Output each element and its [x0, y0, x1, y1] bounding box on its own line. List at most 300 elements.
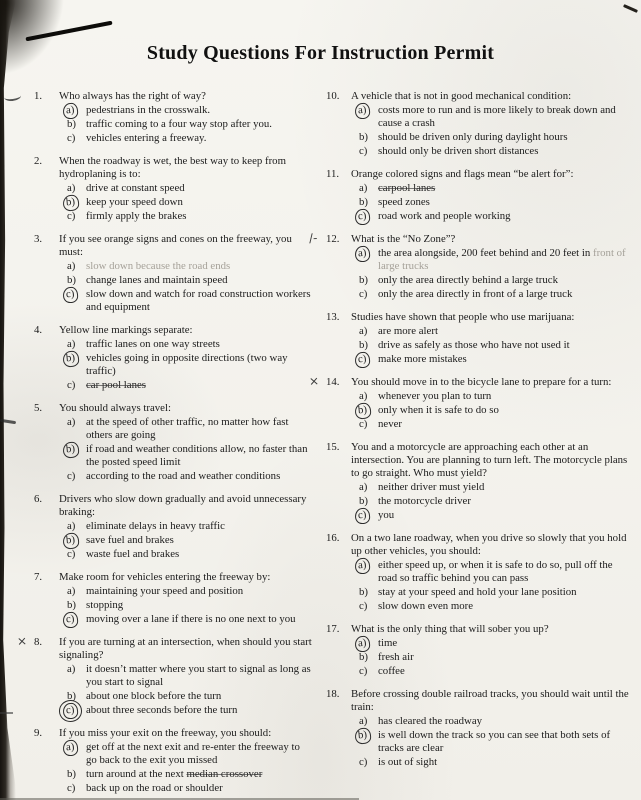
option-text: the motorcycle driver	[378, 495, 471, 507]
option-row	[59, 599, 315, 612]
option-letter: b)	[359, 196, 368, 208]
option-text: change lanes and maintain speed	[86, 274, 228, 286]
answer-circle: c)	[354, 351, 371, 368]
question-body	[59, 727, 315, 795]
option-letter: c)	[359, 145, 368, 157]
question-number: 7.	[34, 571, 43, 583]
question-2	[34, 155, 315, 223]
option-letter-box	[351, 600, 378, 613]
question-prompt: Before crossing double railroad tracks, you should wait until the train:	[351, 688, 629, 713]
question-number: 17.	[326, 623, 340, 635]
option-text	[86, 768, 315, 781]
option-row	[59, 443, 315, 469]
question-body	[351, 90, 636, 158]
question-11	[326, 168, 636, 223]
option-text: vehicles going in opposite directions (two way traffic)	[86, 352, 288, 377]
question-body	[351, 311, 636, 366]
options-list	[59, 104, 315, 145]
question-number: 4.	[34, 324, 43, 336]
option-row	[351, 404, 636, 417]
option-letter-box	[351, 729, 378, 755]
question-number: 2.	[34, 155, 43, 167]
question-body	[59, 571, 315, 626]
option-letter-box	[351, 288, 378, 301]
question-number: 3.	[34, 233, 43, 245]
option-text: vehicles entering a freeway.	[86, 132, 207, 144]
option-letter-box	[59, 768, 86, 781]
options-list	[351, 390, 636, 431]
option-letter: c)	[359, 288, 368, 300]
option-letter: b)	[67, 118, 76, 130]
option-letter: a)	[67, 585, 76, 597]
option-letter-box	[351, 665, 378, 678]
option-letter: c)	[359, 665, 368, 677]
option-row	[351, 495, 636, 508]
answer-circle: a)	[354, 102, 371, 119]
option-letter-box	[351, 325, 378, 338]
option-text: time	[378, 637, 398, 649]
answer-circle: b)	[62, 532, 79, 549]
question-body	[59, 90, 315, 145]
option-letter: c)	[67, 210, 76, 222]
option-row	[59, 274, 315, 287]
option-row	[351, 182, 636, 195]
option-letter: a)	[359, 390, 368, 402]
option-letter-box	[59, 599, 86, 612]
question-body	[59, 233, 315, 314]
option-letter: b)	[359, 131, 368, 143]
question-body	[351, 532, 636, 613]
answer-circle: c)	[354, 208, 371, 225]
question-prompt: You should move in to the bicycle lane to prepare for a turn:	[351, 376, 612, 388]
answer-circle: a)	[354, 557, 371, 574]
question-body	[351, 623, 636, 678]
option-letter-box	[59, 288, 86, 314]
option-letter-box	[59, 585, 86, 598]
options-list	[351, 481, 636, 522]
option-row	[59, 118, 315, 131]
answer-circle: a)	[354, 635, 371, 652]
option-letter: c)	[359, 756, 368, 768]
question-number: 10.	[326, 90, 340, 102]
option-row	[351, 559, 636, 585]
option-text: pedestrians in the crosswalk.	[86, 104, 211, 116]
option-letter-box	[59, 741, 86, 767]
page-title: Study Questions For Instruction Permit	[146, 42, 495, 64]
question-9	[34, 727, 315, 795]
options-list	[59, 338, 315, 392]
option-row	[59, 741, 315, 767]
option-letter-box	[59, 210, 86, 223]
question-prompt: Studies have shown that people who use marijuana:	[351, 311, 575, 323]
option-text: whenever you plan to turn	[378, 390, 492, 402]
option-text: maintaining your speed and position	[86, 585, 244, 597]
option-letter: a)	[67, 520, 76, 532]
option-text-segment: turn around at the next	[86, 768, 187, 780]
question-3	[34, 233, 315, 314]
question-prompt: If you are turning at an intersection, when should you start signaling?	[59, 636, 312, 661]
option-row	[59, 613, 315, 626]
option-letter-box	[351, 509, 378, 522]
option-text: should be driven only during daylight hours	[378, 131, 568, 143]
option-row	[59, 768, 315, 781]
question-4	[34, 324, 315, 392]
answer-circle: b)	[62, 441, 79, 458]
options-list	[351, 637, 636, 678]
option-letter: c)	[67, 548, 76, 560]
answer-circle: b)	[354, 402, 371, 419]
question-prompt: Who always has the right of way?	[59, 90, 206, 102]
option-letter-box	[351, 756, 378, 769]
option-letter: c)	[67, 379, 76, 391]
option-letter-box	[351, 495, 378, 508]
option-letter-box	[59, 548, 86, 561]
option-row	[59, 182, 315, 195]
option-text: about one block before the turn	[86, 690, 222, 702]
option-letter-box	[351, 339, 378, 352]
option-text: only the area directly in front of a large truck	[378, 288, 573, 300]
option-letter-box	[351, 404, 378, 417]
option-letter-box	[351, 131, 378, 144]
option-letter-box	[351, 182, 378, 195]
option-text: slow down because the road ends	[86, 260, 231, 272]
option-letter-box	[351, 651, 378, 664]
option-letter-box	[59, 782, 86, 795]
option-row	[351, 756, 636, 769]
option-letter: b)	[67, 274, 76, 286]
question-number: 6.	[34, 493, 43, 505]
option-text: coffee	[378, 665, 405, 677]
question-body	[59, 155, 315, 223]
option-letter: a)	[67, 260, 76, 272]
option-row	[351, 196, 636, 209]
options-list	[59, 182, 315, 223]
option-letter-box	[351, 586, 378, 599]
questions-column-left	[16, 90, 315, 800]
question-body	[351, 376, 636, 431]
option-row	[351, 247, 636, 273]
option-letter: b)	[359, 651, 368, 663]
option-letter-box	[59, 274, 86, 287]
option-letter: c)	[67, 132, 76, 144]
question-12	[308, 230, 636, 301]
options-list	[59, 260, 315, 314]
option-text: eliminate delays in heavy traffic	[86, 520, 225, 532]
option-text: never	[378, 418, 402, 430]
question-prompt: Make room for vehicles entering the freeway by:	[59, 571, 271, 583]
options-list	[351, 104, 636, 158]
answer-circle: a)	[62, 102, 79, 119]
option-row	[351, 104, 636, 130]
answer-circle: c)	[354, 507, 371, 524]
option-text: it doesn’t matter where you start to signal as long as you start to signal	[86, 663, 311, 688]
option-letter-box	[351, 104, 378, 130]
option-letter-box	[59, 132, 86, 145]
option-row	[59, 260, 315, 273]
question-body	[351, 441, 636, 522]
option-letter: a)	[359, 325, 368, 337]
question-8	[16, 633, 315, 717]
question-14	[308, 373, 636, 431]
option-letter: c)	[359, 418, 368, 430]
option-text: firmly apply the brakes	[86, 210, 187, 222]
question-prompt: What is the only thing that will sober you up?	[351, 623, 549, 635]
option-letter-box	[59, 379, 86, 392]
question-number: 18.	[326, 688, 340, 700]
options-list	[351, 715, 636, 769]
option-letter-box	[351, 274, 378, 287]
options-list	[59, 416, 315, 483]
option-letter: b)	[359, 586, 368, 598]
option-letter: c)	[359, 600, 368, 612]
question-18	[326, 688, 636, 769]
question-prompt: If you miss your exit on the freeway, you should:	[59, 727, 272, 739]
option-letter-box	[351, 390, 378, 403]
option-letter-box	[351, 715, 378, 728]
option-text: only the area directly behind a large truck	[378, 274, 558, 286]
answer-circle: c)	[62, 611, 79, 628]
questions-column-right	[308, 90, 636, 800]
option-text: moving over a lane if there is no one next to you	[86, 613, 296, 625]
option-letter: b)	[359, 274, 368, 286]
option-row	[351, 481, 636, 494]
option-text: speed zones	[378, 196, 430, 208]
option-row	[351, 353, 636, 366]
option-row	[59, 104, 315, 117]
option-row	[59, 663, 315, 689]
margin-dash-artifact	[0, 712, 13, 714]
option-letter: a)	[67, 663, 76, 675]
question-10	[326, 90, 636, 158]
question-number: 9.	[34, 727, 43, 739]
option-row	[59, 782, 315, 795]
option-text: should only be driven short distances	[378, 145, 539, 157]
option-letter-box	[59, 704, 86, 717]
answer-circle: b)	[354, 727, 371, 744]
option-row	[59, 585, 315, 598]
option-text: get off at the next exit and re-enter the freeway to go back to the exit you missed	[86, 741, 300, 766]
option-text-segment: front of large trucks	[378, 247, 626, 272]
option-row	[59, 379, 315, 392]
options-list	[351, 247, 636, 301]
option-letter: b)	[359, 339, 368, 351]
option-row	[59, 690, 315, 703]
question-15	[326, 441, 636, 522]
option-text: carpool lanes	[378, 182, 436, 194]
option-letter-box	[351, 145, 378, 158]
option-letter: a)	[67, 182, 76, 194]
option-text: back up on the road or shoulder	[86, 782, 223, 794]
option-letter-box	[59, 196, 86, 209]
question-5	[34, 402, 315, 483]
question-body	[351, 688, 636, 769]
question-number: 8.	[34, 636, 43, 648]
option-text: is well down the track so you can see that both sets of tracks are clear	[378, 729, 611, 754]
option-text: slow down and watch for road construction workers and equipment	[86, 288, 311, 313]
option-letter-box	[351, 481, 378, 494]
option-row	[351, 339, 636, 352]
options-list	[59, 585, 315, 626]
option-text: costs more to run and is more likely to break down and cause a crash	[378, 104, 616, 129]
option-text: either speed up, or when it is safe to do so, pull off the road so traffic behind you can pass	[378, 559, 613, 584]
option-row	[59, 196, 315, 209]
option-letter: c)	[67, 470, 76, 482]
option-letter-box	[59, 352, 86, 378]
option-text: only when it is safe to do so	[378, 404, 499, 416]
option-letter-box	[59, 182, 86, 195]
option-letter-box	[351, 247, 378, 273]
option-text: at the speed of other traffic, no matter how fast others are going	[86, 416, 289, 441]
option-text: slow down even more	[378, 600, 474, 612]
option-letter-box	[59, 443, 86, 469]
options-list	[59, 663, 315, 717]
option-text: stay at your speed and hold your lane position	[378, 586, 577, 598]
question-prompt: What is the “No Zone”?	[351, 233, 456, 245]
option-text: drive at constant speed	[86, 182, 185, 194]
answer-circle: a)	[62, 739, 79, 756]
question-prompt: When the roadway is wet, the best way to keep from hydroplaning is to:	[59, 155, 286, 180]
option-row	[59, 470, 315, 483]
option-text: traffic lanes on one way streets	[86, 338, 220, 350]
option-text: make more mistakes	[378, 353, 467, 365]
option-row	[351, 600, 636, 613]
option-letter-box	[351, 559, 378, 585]
option-text: if road and weather conditions allow, no faster than the posted speed limit	[86, 443, 308, 468]
question-body	[351, 168, 636, 223]
option-letter-box	[59, 520, 86, 533]
option-row	[351, 210, 636, 223]
margin-mark: ×	[308, 373, 320, 389]
question-prompt: You and a motorcycle are approaching each other at an intersection. You are planning to turn left. The motorcycle plans to go straight. Who must yield?	[351, 441, 628, 479]
options-list	[351, 182, 636, 223]
option-text: traffic coming to a four way stop after you.	[86, 118, 272, 130]
question-prompt: On a two lane roadway, when you drive so slowly that you hold up other vehicles, you should:	[351, 532, 627, 557]
option-row	[59, 210, 315, 223]
option-row	[59, 338, 315, 351]
option-letter: a)	[67, 338, 76, 350]
option-text: keep your speed down	[86, 196, 183, 208]
question-body	[351, 233, 636, 301]
question-prompt: A vehicle that is not in good mechanical condition:	[351, 90, 572, 102]
margin-mark: ×	[16, 633, 28, 649]
margin-mark: ∕-	[308, 230, 318, 246]
option-row	[351, 418, 636, 431]
option-text	[378, 247, 636, 273]
option-text: has cleared the roadway	[378, 715, 483, 727]
option-text-segment: the area alongside, 200 feet behind and 20 feet in	[378, 247, 593, 259]
option-text: road work and people working	[378, 210, 511, 222]
option-row	[59, 416, 315, 442]
option-letter-box	[59, 416, 86, 442]
question-prompt: Orange colored signs and flags mean “be alert for”:	[351, 168, 574, 180]
option-row	[59, 548, 315, 561]
option-letter: b)	[359, 495, 368, 507]
question-number: 1.	[34, 90, 43, 102]
question-number: 14.	[326, 376, 340, 388]
option-letter: b)	[67, 690, 76, 702]
question-number: 13.	[326, 311, 340, 323]
question-16	[326, 532, 636, 613]
option-row	[351, 651, 636, 664]
options-list	[59, 520, 315, 561]
question-13	[326, 311, 636, 366]
question-number: 15.	[326, 441, 340, 453]
question-body	[59, 636, 315, 717]
option-row	[59, 534, 315, 547]
option-text: according to the road and weather conditions	[86, 470, 281, 482]
option-letter-box	[59, 104, 86, 117]
option-row	[351, 637, 636, 650]
question-body	[59, 324, 315, 392]
option-row	[351, 145, 636, 158]
option-letter-box	[59, 663, 86, 689]
option-letter: a)	[67, 416, 76, 428]
option-row	[351, 665, 636, 678]
question-prompt: If you see orange signs and cones on the freeway, you must:	[59, 233, 292, 258]
question-body	[59, 402, 315, 483]
question-7	[34, 571, 315, 626]
option-letter: a)	[359, 481, 368, 493]
option-letter-box	[351, 418, 378, 431]
question-number: 11.	[326, 168, 340, 180]
option-row	[351, 729, 636, 755]
option-row	[351, 390, 636, 403]
option-letter: a)	[359, 715, 368, 727]
option-text: save fuel and brakes	[86, 534, 174, 546]
option-text: car pool lanes	[86, 379, 146, 391]
option-letter-box	[351, 353, 378, 366]
option-text: are more alert	[378, 325, 438, 337]
option-text: is out of sight	[378, 756, 438, 768]
option-letter-box	[59, 260, 86, 273]
question-body	[59, 493, 315, 561]
option-letter-box	[59, 534, 86, 547]
answer-circle: b)	[62, 350, 79, 367]
option-letter-box	[59, 118, 86, 131]
options-list	[59, 741, 315, 795]
option-letter-box	[59, 470, 86, 483]
option-row	[351, 288, 636, 301]
question-number: 12.	[326, 233, 340, 245]
questions-columns	[0, 90, 641, 800]
option-row	[59, 132, 315, 145]
option-letter-box	[351, 196, 378, 209]
question-number: 5.	[34, 402, 43, 414]
options-list	[351, 325, 636, 366]
option-text-segment: median crossover	[186, 768, 263, 780]
option-text: neither driver must yield	[378, 481, 485, 493]
option-letter-box	[351, 210, 378, 223]
question-prompt: You should always travel:	[59, 402, 171, 414]
option-text: stopping	[86, 599, 124, 611]
option-letter-box	[351, 637, 378, 650]
answer-circle: c)	[62, 286, 79, 303]
option-text: fresh air	[378, 651, 414, 663]
options-list	[351, 559, 636, 613]
question-number: 16.	[326, 532, 340, 544]
option-row	[351, 131, 636, 144]
answer-circle: a)	[354, 245, 371, 262]
option-row	[351, 325, 636, 338]
question-1	[34, 90, 315, 145]
question-prompt: Drivers who slow down gradually and avoid unnecessary braking:	[59, 493, 307, 518]
option-row	[59, 352, 315, 378]
option-letter: a)	[359, 182, 368, 194]
option-text: waste fuel and brakes	[86, 548, 180, 560]
option-row	[351, 715, 636, 728]
option-row	[59, 704, 315, 717]
question-6	[34, 493, 315, 561]
